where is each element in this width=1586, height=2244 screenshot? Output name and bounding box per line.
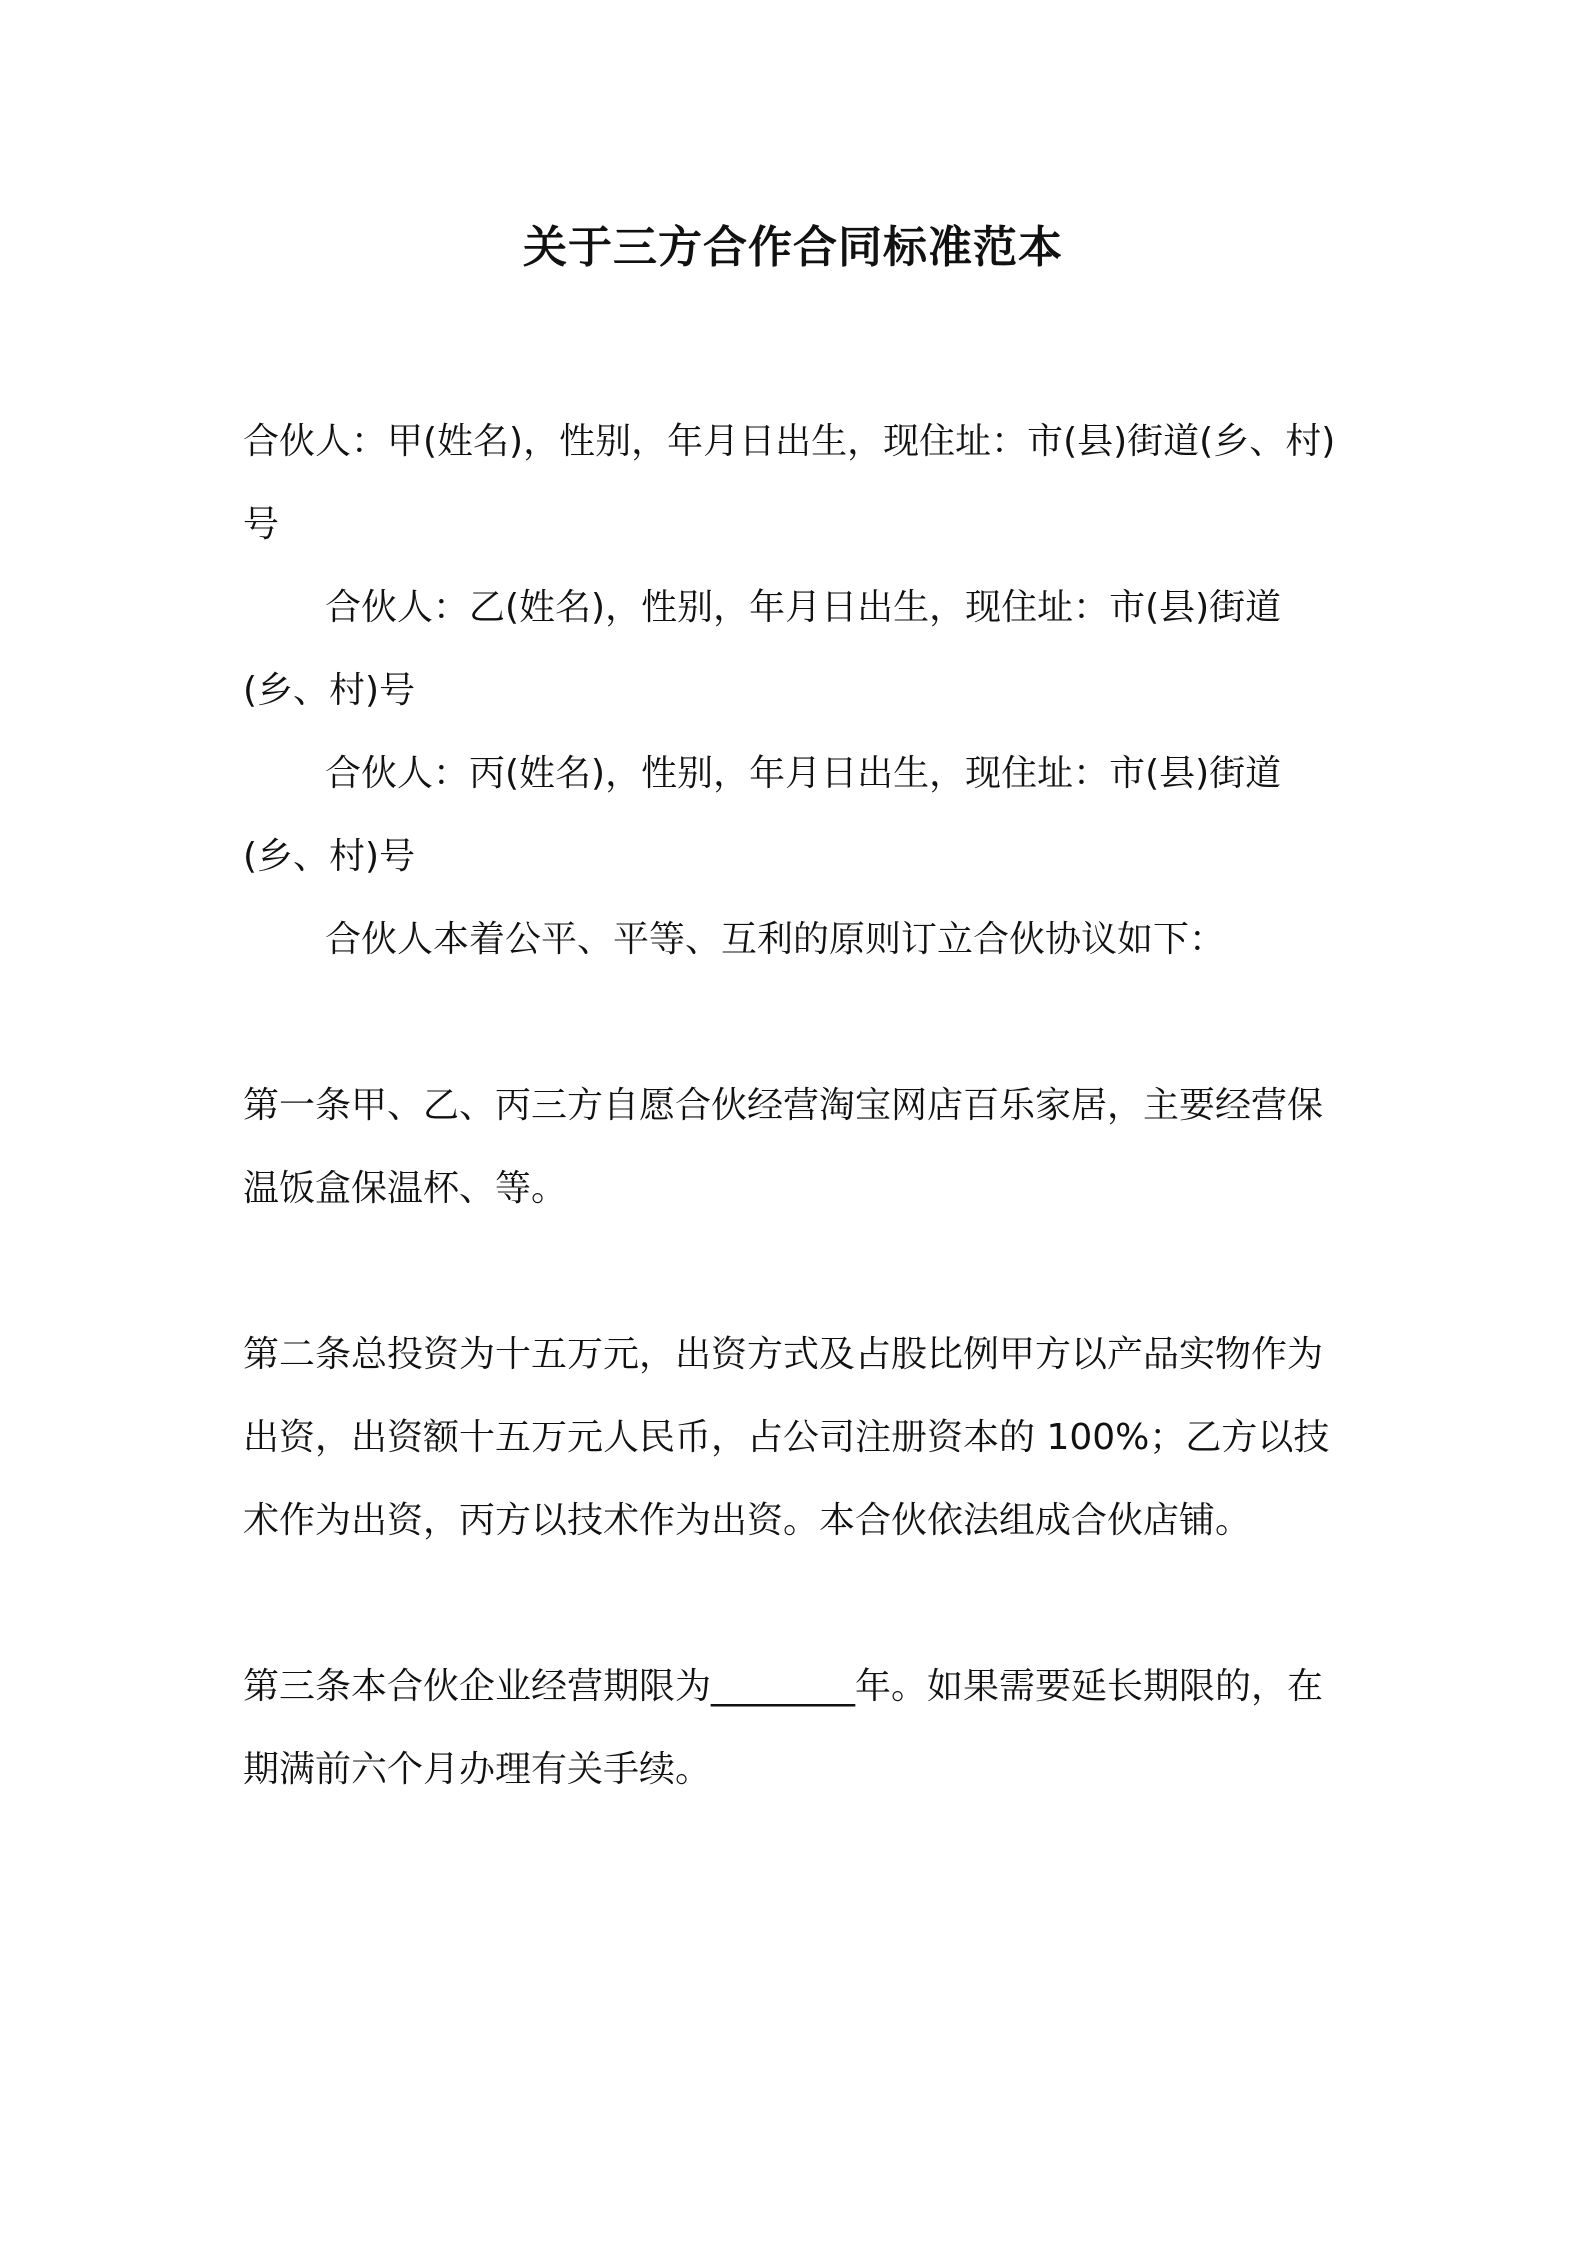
article-3: 第三条本合伙企业经营期限为________年。如果需要延长期限的，在期满前六个月办理有关手续。 xyxy=(243,1666,1324,1790)
document-body xyxy=(243,400,1356,1811)
partner-b-line: 合伙人：乙(姓名)，性别，年月日出生，现住址：市(县)街道(乡、村)号 xyxy=(243,587,1282,711)
partner-a-line: 合伙人：甲(姓名)，性别，年月日出生，现住址：市(县)街道(乡、村)号 xyxy=(243,421,1336,545)
article-1: 第一条甲、乙、丙三方自愿合伙经营淘宝网店百乐家居，主要经营保温饭盒保温杯、等。 xyxy=(243,1085,1324,1209)
article-2: 第二条总投资为十五万元，出资方式及占股比例甲方以产品实物作为出资，出资额十五万元人民币，占公司注册资本的 100%；乙方以技术作为出资，丙方以技术作为出资。本合伙依法组成合伙店铺。 xyxy=(243,1334,1330,1541)
partner-c-line: 合伙人：丙(姓名)，性别，年月日出生，现住址：市(县)街道(乡、村)号 xyxy=(243,753,1282,877)
preamble-line: 合伙人本着公平、平等、互利的原则订立合伙协议如下： xyxy=(325,919,1226,960)
document-title: 关于三方合作合同标准范本 xyxy=(523,222,1063,273)
